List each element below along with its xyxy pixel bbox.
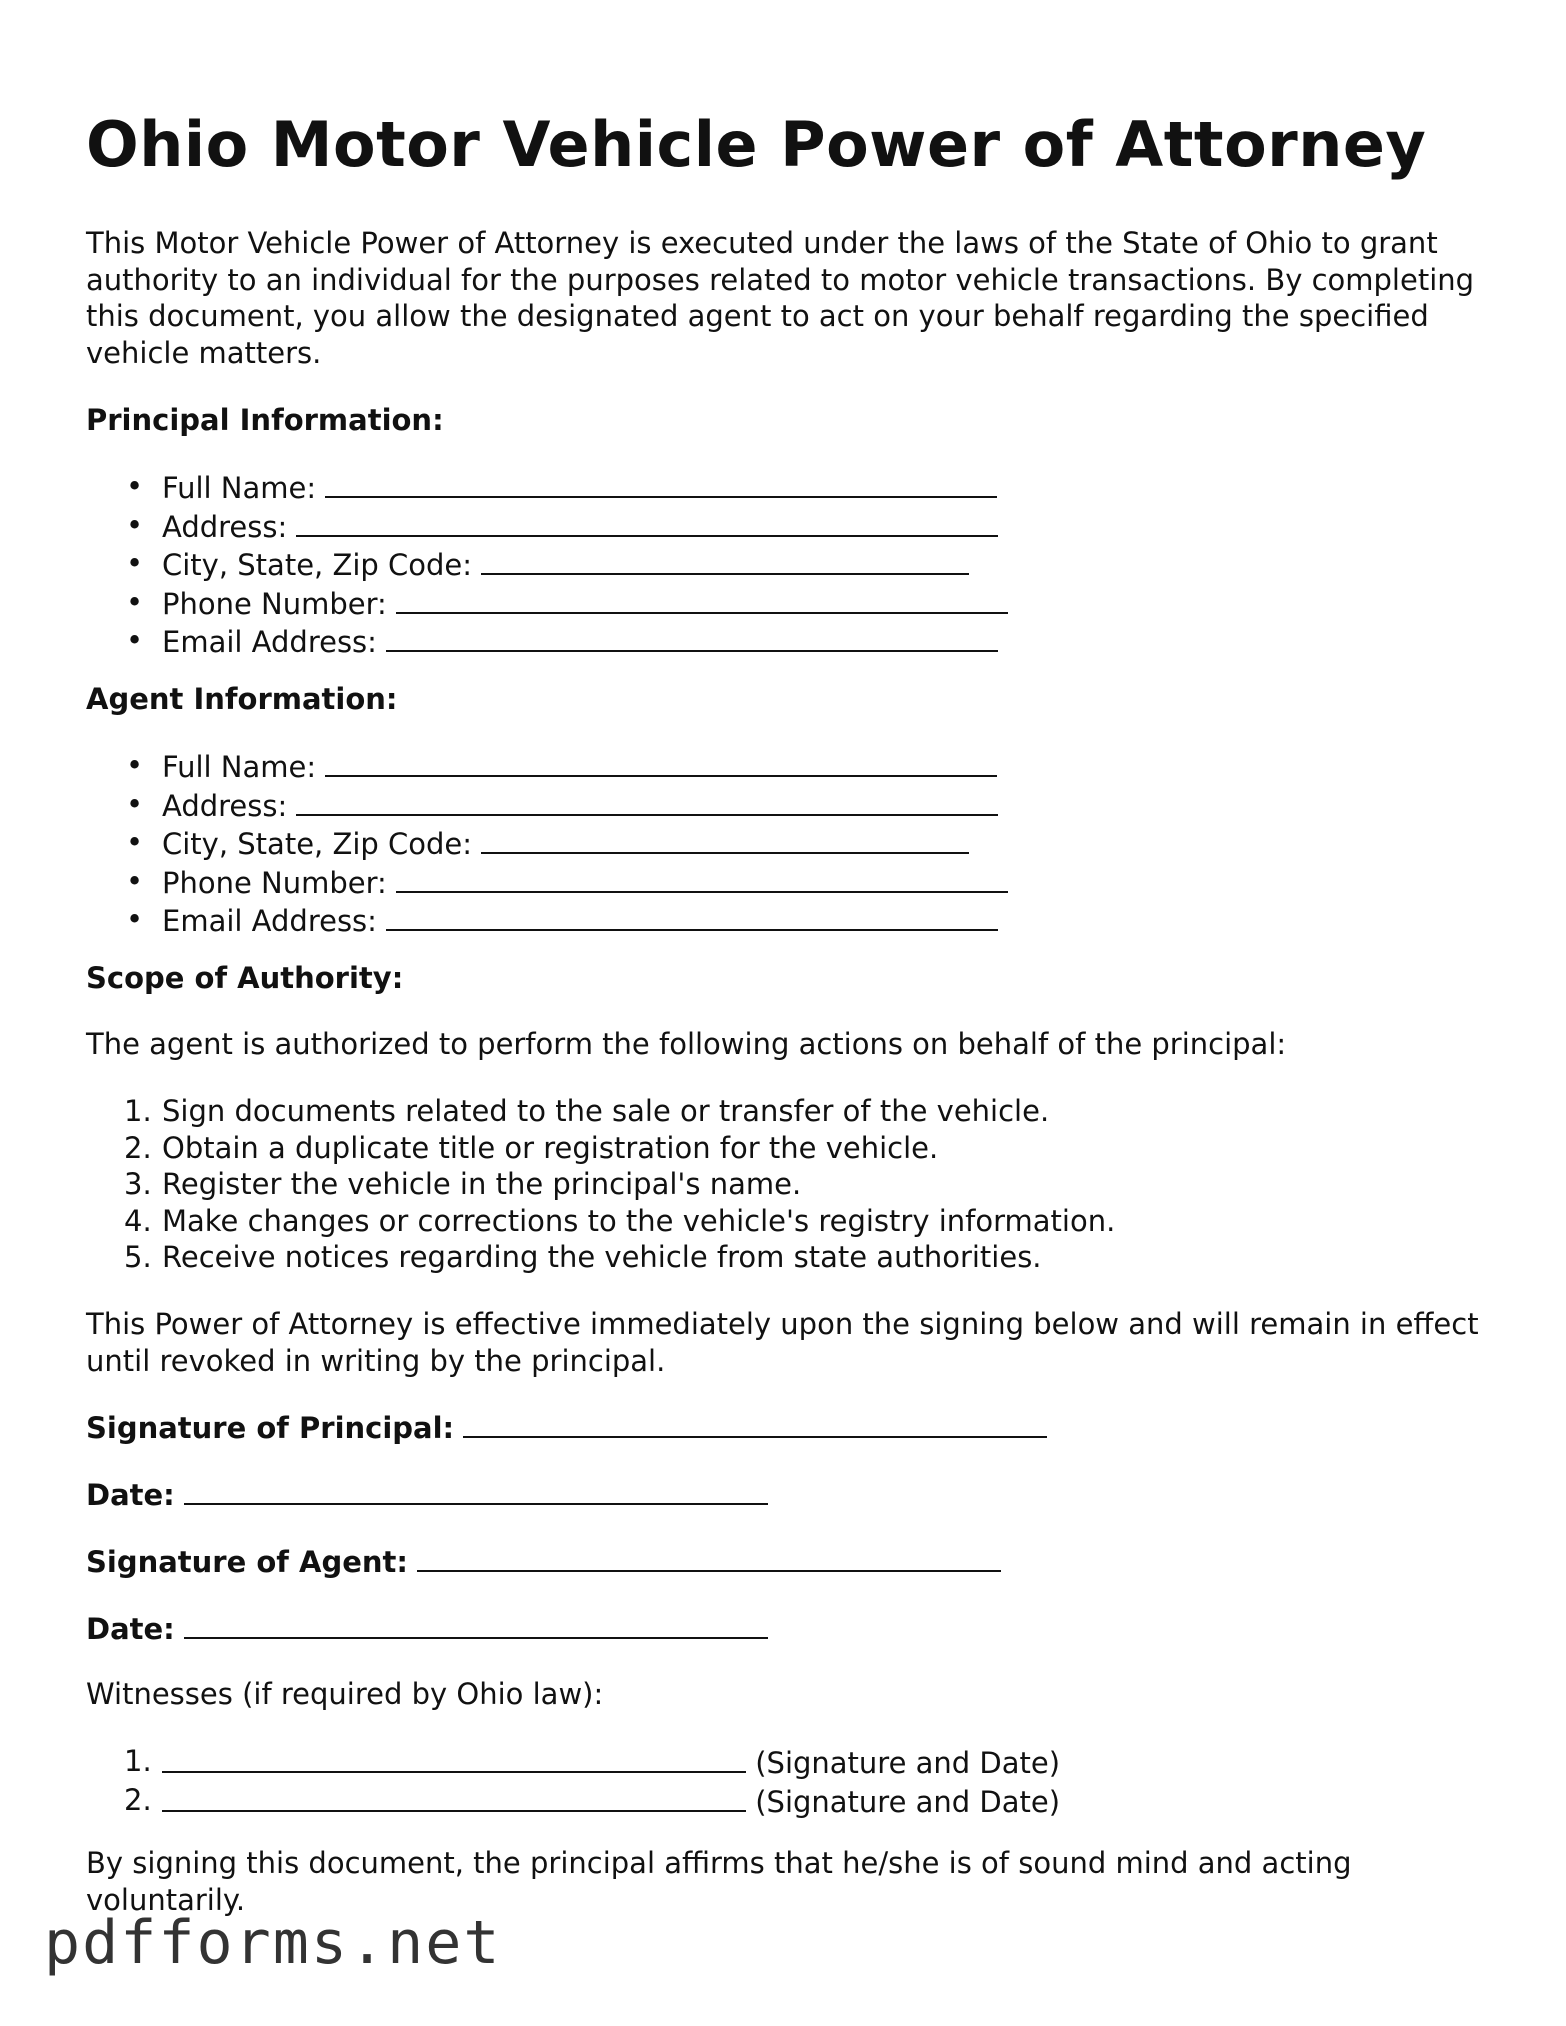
scope-item: 2. Obtain a duplicate title or registration for the vehicle. (124, 1130, 939, 1165)
principal-city-blank[interactable] (481, 545, 969, 575)
principal-city-field[interactable]: • City, State, Zip Code: (86, 545, 1008, 584)
agent-email-field[interactable]: • Email Address: (86, 901, 1008, 940)
agent-phone-field[interactable]: • Phone Number: (86, 863, 1008, 902)
principal-address-blank[interactable] (296, 507, 998, 537)
agent-email-blank[interactable] (386, 901, 998, 931)
agent-full-name-field[interactable]: • Full Name: (86, 747, 1008, 786)
witnesses-list (86, 1743, 1060, 1820)
agent-address-field[interactable]: • Address: (86, 786, 1008, 825)
principal-phone-blank[interactable] (396, 584, 1008, 614)
scope-heading: Scope of Authority: (86, 961, 404, 995)
principal-phone-field[interactable]: • Phone Number: (86, 584, 1008, 623)
agent-heading: Agent Information: (86, 682, 398, 716)
agent-date-blank[interactable] (184, 1609, 768, 1639)
witnesses-lead: Witnesses (if required by Ohio law): (86, 1677, 604, 1711)
principal-date-line[interactable]: Date: (86, 1475, 768, 1514)
principal-signature-blank[interactable] (463, 1408, 1047, 1438)
agent-date-line[interactable]: Date: (86, 1609, 768, 1648)
scope-item: 3. Register the vehicle in the principal's name. (124, 1167, 802, 1201)
witness-1-blank[interactable] (162, 1743, 746, 1773)
scope-item: 4. Make changes or corrections to the vehicle's registry information. (124, 1203, 1116, 1238)
principal-email-blank[interactable] (386, 622, 998, 652)
agent-signature-line[interactable]: Signature of Agent: (86, 1542, 1001, 1581)
intro-paragraph: This Motor Vehicle Power of Attorney is executed under the laws of the State of Ohio to grant authority to an individual for the purposes related to motor vehicle transactions. By completing this document, you allow the designated agent to act on your behalf regarding the specified vehicle matters. (86, 226, 1475, 370)
principal-date-blank[interactable] (184, 1475, 768, 1505)
watermark-logo: pdfforms.net (44, 1908, 502, 1978)
scope-item: 5. Receive notices regarding the vehicle from state authorities. (124, 1240, 1042, 1274)
principal-address-field[interactable]: • Address: (86, 507, 1008, 546)
agent-city-field[interactable]: • City, State, Zip Code: (86, 824, 1008, 863)
scope-list (86, 1093, 1115, 1276)
agent-address-blank[interactable] (296, 786, 998, 816)
witness-line-2[interactable]: 2. (Signature and Date) (124, 1782, 1061, 1819)
witness-line-1[interactable]: 1. (Signature and Date) (124, 1744, 1061, 1780)
agent-full-name-blank[interactable] (325, 747, 997, 777)
witness-2-blank[interactable] (162, 1782, 746, 1812)
agent-city-blank[interactable] (481, 824, 969, 854)
effective-paragraph: This Power of Attorney is effective immediately upon the signing below and will remain in effect until revoked in writing by the principal. (86, 1307, 1479, 1378)
scope-lead: The agent is authorized to perform the following actions on behalf of the principal: (86, 1027, 1287, 1061)
agent-signature-blank[interactable] (417, 1542, 1001, 1572)
agent-phone-blank[interactable] (396, 863, 1008, 893)
principal-full-name-field[interactable]: • Full Name: (86, 468, 1008, 507)
principal-heading: Principal Information: (86, 403, 444, 437)
principal-fields-list (86, 468, 1008, 661)
agent-fields-list (86, 747, 1008, 940)
closing-paragraph: By signing this document, the principal affirms that he/she is of sound mind and acting voluntarily. (86, 1846, 1352, 1917)
scope-item: 1. Sign documents related to the sale or transfer of the vehicle. (124, 1094, 1050, 1128)
principal-email-field[interactable]: • Email Address: (86, 622, 1008, 661)
principal-signature-line[interactable]: Signature of Principal: (86, 1408, 1047, 1447)
principal-full-name-blank[interactable] (325, 468, 997, 498)
document-title: Ohio Motor Vehicle Power of Attorney (86, 108, 1427, 181)
